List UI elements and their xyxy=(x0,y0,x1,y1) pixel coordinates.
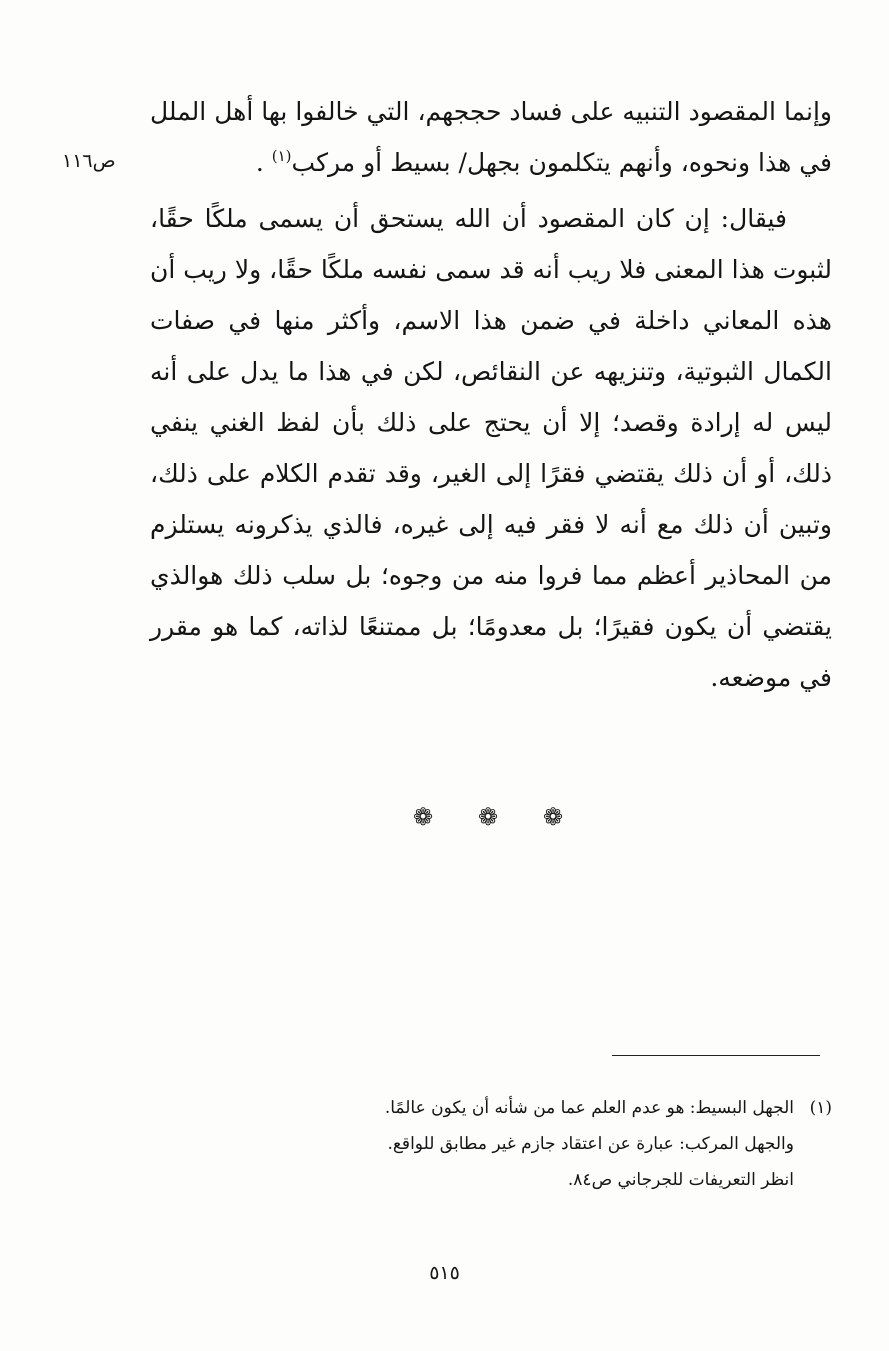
section-separator xyxy=(408,802,568,832)
separator-star-icon: ❁ xyxy=(412,803,434,831)
page-number: ٥١٥ xyxy=(429,1262,460,1284)
footnote-divider xyxy=(612,1055,820,1056)
footnote-line: انظر التعريفات للجرجاني ص٨٤. xyxy=(567,1170,794,1190)
footnote-body xyxy=(200,1090,794,1198)
main-text xyxy=(150,86,832,703)
paragraph-1-text: وإنما المقصود التنبيه على فساد حججهم، التي خالفوا بها أهل الملل في هذا ونحوه، وأنهم يتكلمون بجهل/ بسيط أو مركب xyxy=(150,97,832,177)
footnote-reference[interactable]: (١) xyxy=(271,147,292,165)
paragraph-2: فيقال: إن كان المقصود أن الله يستحق أن يسمى ملكًا حقًا، لثبوت هذا المعنى فلا ريب أنه قد سمى نفسه ملكًا حقًا، ولا ريب أن هذه المعاني داخلة في ضمن هذا الاسم، وأكثر منها في صفات الكمال الثبوتية، وتنزيهه عن النقائص، لكن في هذا ما يدل على أنه ليس له إرادة وقصد؛ إلا أن يحتج على ذلك بأن لفظ الغني ينفي ذلك، أو أن ذلك يقتضي فقرًا إلى الغير، وقد تقدم الكلام على ذلك، وتبين أن ذلك مع أنه لا فقر فيه إلى غيره، فالذي يذكرونه يستلزم من المحاذير أعظم مما فروا منه من وجوه؛ بل سلب ذلك هوالذي يقتضي أن يكون فقيرًا؛ بل معدومًا؛ بل ممتنعًا لذاته، كما هو مقرر في موضعه. xyxy=(150,204,833,692)
separator-star-icon: ❁ xyxy=(542,803,564,831)
footnote-number: (١) xyxy=(809,1098,832,1118)
footnote-line: والجهل المركب: عبارة عن اعتقاد جازم غير مطابق للواقع. xyxy=(387,1134,794,1154)
separator-star-icon: ❁ xyxy=(477,803,499,831)
footnote-line: الجهل البسيط: هو عدم العلم عما من شأنه أن يكون عالمًا. xyxy=(384,1098,794,1118)
paragraph-1 xyxy=(150,86,832,188)
footnotes xyxy=(200,1090,832,1198)
margin-page-reference: ص١١٦ xyxy=(62,150,116,172)
paragraph-1-end: . xyxy=(255,148,264,177)
footnote-1 xyxy=(200,1090,832,1198)
